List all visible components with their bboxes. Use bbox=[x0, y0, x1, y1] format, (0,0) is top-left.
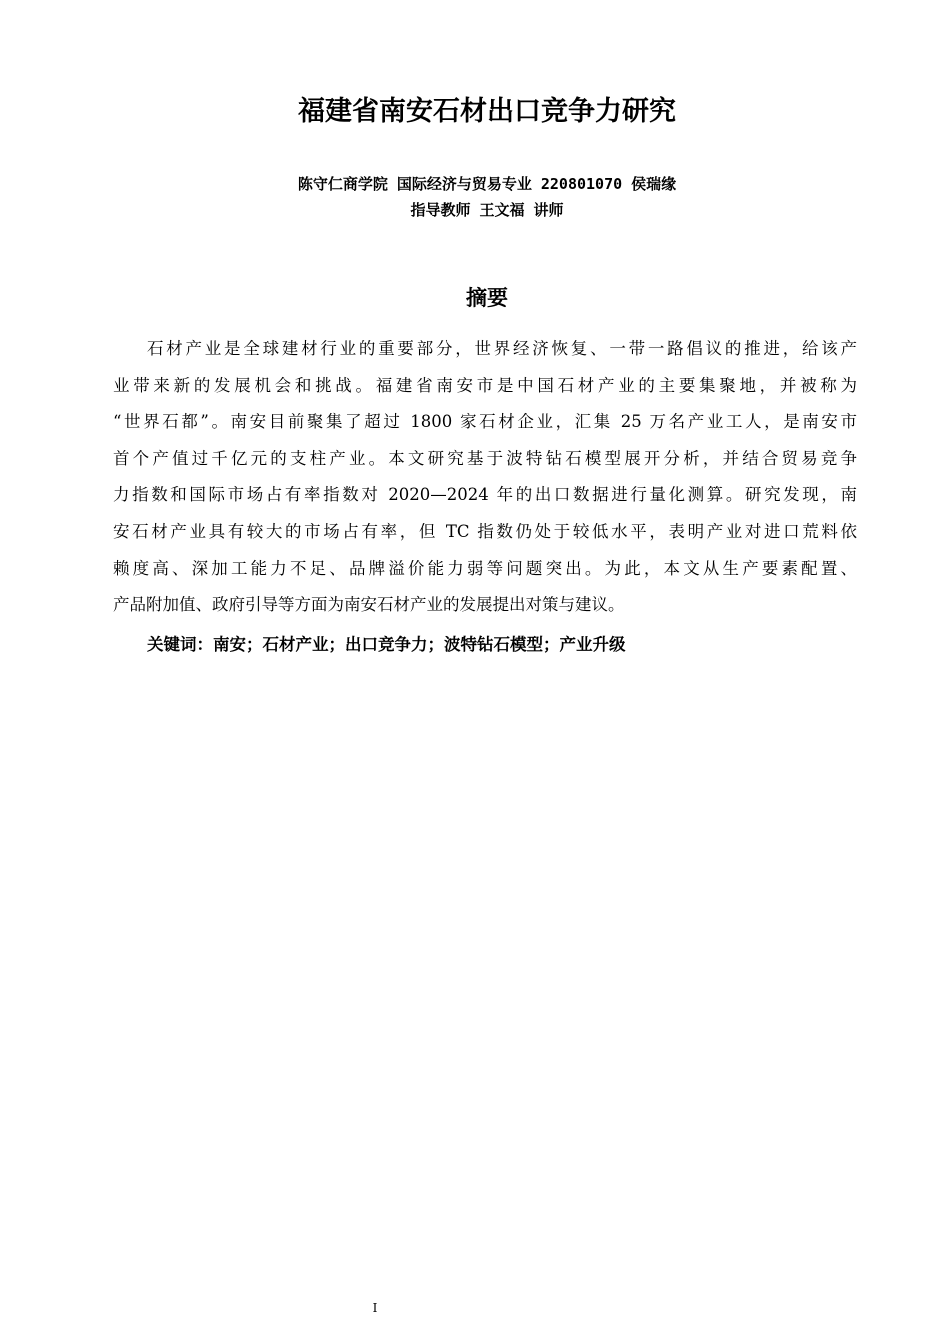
abstract-line: 力指数和国际市场占有率指数对 2020—2024 年的出口数据进行量化测算。研究发现，南 bbox=[113, 485, 857, 505]
abstract-line: 产品附加值、政府引导等方面为南安石材产业的发展提出对策与建议。 bbox=[113, 595, 625, 615]
keywords: 关键词：南安；石材产业；出口竞争力；波特钻石模型；产业升级 bbox=[147, 635, 626, 654]
page-number: I bbox=[372, 1301, 378, 1315]
abstract-line: 安石材产业具有较大的市场占有率，但 TC 指数仍处于较低水平，表明产业对进口荒料依 bbox=[113, 521, 857, 541]
author-info: 陈守仁商学院 国际经济与贸易专业 220801070 侯瑞缘 bbox=[297, 175, 677, 193]
abstract-line: 石材产业是全球建材行业的重要部分，世界经济恢复、一带一路倡议的推进，给该产 bbox=[147, 339, 857, 358]
abstract-body bbox=[113, 331, 857, 624]
advisor-info: 指导教师 王文福 讲师 bbox=[410, 201, 564, 219]
abstract-line: 赖度高、深加工能力不足、品牌溢价能力弱等问题突出。为此，本文从生产要素配置、 bbox=[113, 558, 857, 578]
abstract-heading: 摘要 bbox=[466, 286, 508, 310]
abstract-line: “世界石都”。南安目前聚集了超过 1800 家石材企业，汇集 25 万名产业工人，是南安市 bbox=[113, 412, 857, 432]
abstract-line: 业带来新的发展机会和挑战。福建省南安市是中国石材产业的主要集聚地，并被称为 bbox=[113, 375, 857, 395]
abstract-line: 首个产值过千亿元的支柱产业。本文研究基于波特钻石模型展开分析，并结合贸易竞争 bbox=[113, 448, 857, 468]
paper-title: 福建省南安石材出口竞争力研究 bbox=[298, 96, 676, 127]
